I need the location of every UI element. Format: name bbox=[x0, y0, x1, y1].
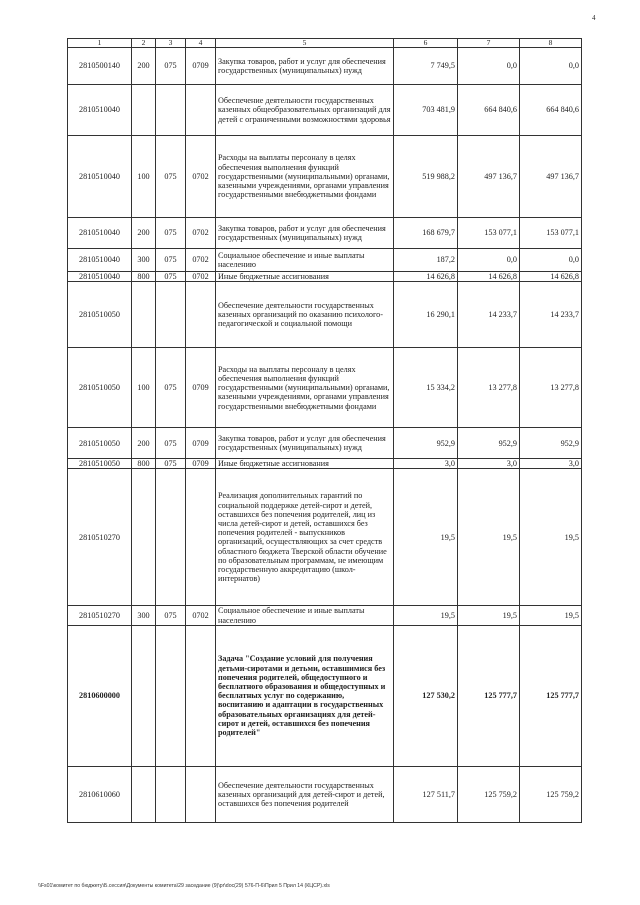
vr-code-cell: 200 bbox=[132, 48, 156, 85]
csr-code-cell: 2810510050 bbox=[68, 428, 132, 459]
amount-2019-cell: 664 840,6 bbox=[520, 85, 582, 136]
header-cell: 1 bbox=[68, 39, 132, 48]
vr-code-cell: 300 bbox=[132, 249, 156, 272]
amount-2018-cell: 13 277,8 bbox=[458, 348, 520, 428]
rzpr-code-cell: 0709 bbox=[186, 459, 216, 469]
amount-2017-cell: 703 481,9 bbox=[394, 85, 458, 136]
rzpr-code-cell: 0709 bbox=[186, 428, 216, 459]
description-cell: Задача "Создание условий для получения детьми-сиротами и детьми, оставшимися без попечения родителей, общедоступного и бесплатного образования и общедоступных и бесплатных услуг по содержанию, воспитанию и адаптации в государственных образовательных организациях для детей-сирот и детей, оставшихся без попечения родителей" bbox=[216, 625, 394, 766]
amount-2017-cell: 127 511,7 bbox=[394, 766, 458, 822]
description-cell: Иные бюджетные ассигнования bbox=[216, 459, 394, 469]
grbs-code-cell: 075 bbox=[156, 606, 186, 625]
amount-2018-cell: 497 136,7 bbox=[458, 136, 520, 218]
amount-2017-cell: 168 679,7 bbox=[394, 218, 458, 249]
table-row bbox=[68, 459, 582, 469]
description-cell: Закупка товаров, работ и услуг для обеспечения государственных (муниципальных) нужд bbox=[216, 428, 394, 459]
header-cell: 7 bbox=[458, 39, 520, 48]
vr-code-cell bbox=[132, 85, 156, 136]
budget-table bbox=[67, 38, 582, 823]
description-cell: Закупка товаров, работ и услуг для обеспечения государственных (муниципальных) нужд bbox=[216, 218, 394, 249]
vr-code-cell: 100 bbox=[132, 348, 156, 428]
grbs-code-cell: 075 bbox=[156, 136, 186, 218]
vr-code-cell: 800 bbox=[132, 272, 156, 282]
header-cell: 6 bbox=[394, 39, 458, 48]
amount-2018-cell: 14 626,8 bbox=[458, 272, 520, 282]
vr-code-cell bbox=[132, 625, 156, 766]
header-cell: 8 bbox=[520, 39, 582, 48]
description-cell: Реализация дополнительных гарантий по социальной поддержке детей-сирот и детей, оставшихся без попечения родителей, лиц из числа детей-сирот и детей, оставшихся без попечения родителей - выпускников организаций, осуществляющих за счет средств областного бюджета Тверской области обучение по образовательным программам, не имеющим государственную аккредитацию (школ-интернатов) bbox=[216, 469, 394, 606]
rzpr-code-cell: 0702 bbox=[186, 606, 216, 625]
csr-code-cell: 2810600000 bbox=[68, 625, 132, 766]
page-number: 4 bbox=[592, 14, 596, 22]
file-path-footer: \\Fs01\комитет по бюджету\Б.сессия\Документы комитета\29 заседание (9)\pr\doc(29) 576-П-6\Прил 5 Прил 14 (КЦСР).xls bbox=[38, 883, 330, 889]
amount-2019-cell: 3,0 bbox=[520, 459, 582, 469]
rzpr-code-cell: 0702 bbox=[186, 218, 216, 249]
amount-2017-cell: 14 626,8 bbox=[394, 272, 458, 282]
amount-2018-cell: 125 759,2 bbox=[458, 766, 520, 822]
table-row bbox=[68, 218, 582, 249]
amount-2017-cell: 19,5 bbox=[394, 606, 458, 625]
grbs-code-cell bbox=[156, 282, 186, 348]
vr-code-cell: 800 bbox=[132, 459, 156, 469]
grbs-code-cell: 075 bbox=[156, 428, 186, 459]
header-cell: 4 bbox=[186, 39, 216, 48]
rzpr-code-cell: 0702 bbox=[186, 136, 216, 218]
amount-2018-cell: 153 077,1 bbox=[458, 218, 520, 249]
rzpr-code-cell: 0702 bbox=[186, 249, 216, 272]
amount-2018-cell: 0,0 bbox=[458, 249, 520, 272]
grbs-code-cell bbox=[156, 85, 186, 136]
header-cell: 3 bbox=[156, 39, 186, 48]
csr-code-cell: 2810510050 bbox=[68, 459, 132, 469]
csr-code-cell: 2810610060 bbox=[68, 766, 132, 822]
table-row bbox=[68, 625, 582, 766]
rzpr-code-cell bbox=[186, 85, 216, 136]
table-row bbox=[68, 606, 582, 625]
table-row bbox=[68, 136, 582, 218]
table-body bbox=[68, 39, 582, 823]
amount-2019-cell: 125 759,2 bbox=[520, 766, 582, 822]
amount-2018-cell: 125 777,7 bbox=[458, 625, 520, 766]
csr-code-cell: 2810510270 bbox=[68, 469, 132, 606]
amount-2017-cell: 952,9 bbox=[394, 428, 458, 459]
grbs-code-cell bbox=[156, 469, 186, 606]
table-row bbox=[68, 348, 582, 428]
grbs-code-cell bbox=[156, 625, 186, 766]
header-cell: 2 bbox=[132, 39, 156, 48]
vr-code-cell: 200 bbox=[132, 428, 156, 459]
vr-code-cell bbox=[132, 766, 156, 822]
grbs-code-cell: 075 bbox=[156, 272, 186, 282]
amount-2019-cell: 19,5 bbox=[520, 469, 582, 606]
csr-code-cell: 2810510040 bbox=[68, 85, 132, 136]
rzpr-code-cell bbox=[186, 766, 216, 822]
amount-2019-cell: 0,0 bbox=[520, 249, 582, 272]
vr-code-cell: 100 bbox=[132, 136, 156, 218]
description-cell: Расходы на выплаты персоналу в целях обеспечения выполнения функций государственными (муниципальными) органами, казенными учреждениями, органами управления государственными внебюджетными фондами bbox=[216, 136, 394, 218]
description-cell: Закупка товаров, работ и услуг для обеспечения государственных (муниципальных) нужд bbox=[216, 48, 394, 85]
amount-2017-cell: 187,2 bbox=[394, 249, 458, 272]
rzpr-code-cell: 0709 bbox=[186, 348, 216, 428]
amount-2019-cell: 14 626,8 bbox=[520, 272, 582, 282]
csr-code-cell: 2810510040 bbox=[68, 249, 132, 272]
table-row bbox=[68, 249, 582, 272]
amount-2017-cell: 3,0 bbox=[394, 459, 458, 469]
amount-2018-cell: 3,0 bbox=[458, 459, 520, 469]
amount-2018-cell: 14 233,7 bbox=[458, 282, 520, 348]
rzpr-code-cell: 0702 bbox=[186, 272, 216, 282]
amount-2019-cell: 952,9 bbox=[520, 428, 582, 459]
csr-code-cell: 2810510040 bbox=[68, 272, 132, 282]
amount-2018-cell: 19,5 bbox=[458, 606, 520, 625]
rzpr-code-cell bbox=[186, 625, 216, 766]
csr-code-cell: 2810510050 bbox=[68, 282, 132, 348]
amount-2017-cell: 19,5 bbox=[394, 469, 458, 606]
description-cell: Социальное обеспечение и иные выплаты населению bbox=[216, 249, 394, 272]
grbs-code-cell: 075 bbox=[156, 348, 186, 428]
grbs-code-cell: 075 bbox=[156, 459, 186, 469]
header-row bbox=[68, 39, 582, 48]
rzpr-code-cell bbox=[186, 469, 216, 606]
header-cell: 5 bbox=[216, 39, 394, 48]
amount-2019-cell: 125 777,7 bbox=[520, 625, 582, 766]
rzpr-code-cell: 0709 bbox=[186, 48, 216, 85]
amount-2019-cell: 497 136,7 bbox=[520, 136, 582, 218]
table-row bbox=[68, 48, 582, 85]
grbs-code-cell bbox=[156, 766, 186, 822]
description-cell: Обеспечение деятельности государственных казенных организаций по оказанию психолого-педагогической и социальной помощи bbox=[216, 282, 394, 348]
csr-code-cell: 2810510050 bbox=[68, 348, 132, 428]
grbs-code-cell: 075 bbox=[156, 48, 186, 85]
csr-code-cell: 2810510040 bbox=[68, 136, 132, 218]
amount-2019-cell: 0,0 bbox=[520, 48, 582, 85]
amount-2017-cell: 15 334,2 bbox=[394, 348, 458, 428]
csr-code-cell: 2810510040 bbox=[68, 218, 132, 249]
vr-code-cell: 300 bbox=[132, 606, 156, 625]
grbs-code-cell: 075 bbox=[156, 249, 186, 272]
table-row bbox=[68, 766, 582, 822]
amount-2018-cell: 664 840,6 bbox=[458, 85, 520, 136]
amount-2018-cell: 0,0 bbox=[458, 48, 520, 85]
amount-2019-cell: 153 077,1 bbox=[520, 218, 582, 249]
description-cell: Социальное обеспечение и иные выплаты населению bbox=[216, 606, 394, 625]
table-row bbox=[68, 469, 582, 606]
amount-2019-cell: 19,5 bbox=[520, 606, 582, 625]
amount-2017-cell: 7 749,5 bbox=[394, 48, 458, 85]
table-row bbox=[68, 85, 582, 136]
description-cell: Иные бюджетные ассигнования bbox=[216, 272, 394, 282]
description-cell: Расходы на выплаты персоналу в целях обеспечения выполнения функций государственными (муниципальными) органами, казенными учреждениями, органами управления государственными внебюджетными фондами bbox=[216, 348, 394, 428]
table-row bbox=[68, 282, 582, 348]
vr-code-cell: 200 bbox=[132, 218, 156, 249]
description-cell: Обеспечение деятельности государственных казенных организаций для детей-сирот и детей, оставшихся без попечения родителей bbox=[216, 766, 394, 822]
vr-code-cell bbox=[132, 282, 156, 348]
grbs-code-cell: 075 bbox=[156, 218, 186, 249]
amount-2017-cell: 519 988,2 bbox=[394, 136, 458, 218]
csr-code-cell: 2810500140 bbox=[68, 48, 132, 85]
vr-code-cell bbox=[132, 469, 156, 606]
amount-2017-cell: 127 530,2 bbox=[394, 625, 458, 766]
table-row bbox=[68, 428, 582, 459]
table-row bbox=[68, 272, 582, 282]
amount-2017-cell: 16 290,1 bbox=[394, 282, 458, 348]
amount-2018-cell: 952,9 bbox=[458, 428, 520, 459]
amount-2019-cell: 13 277,8 bbox=[520, 348, 582, 428]
amount-2019-cell: 14 233,7 bbox=[520, 282, 582, 348]
csr-code-cell: 2810510270 bbox=[68, 606, 132, 625]
amount-2018-cell: 19,5 bbox=[458, 469, 520, 606]
description-cell: Обеспечение деятельности государственных казенных общеобразовательных организаций для детей с ограниченными возможностями здоровья bbox=[216, 85, 394, 136]
rzpr-code-cell bbox=[186, 282, 216, 348]
